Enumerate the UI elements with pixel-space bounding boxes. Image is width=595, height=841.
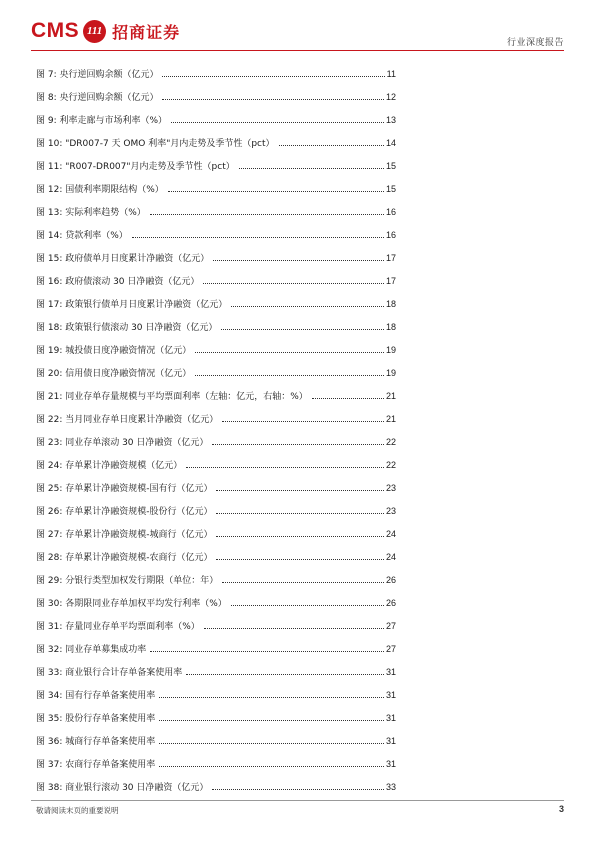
footer-disclaimer-note: 敬请阅读末页的重要说明 xyxy=(36,806,119,815)
toc-dot-leader xyxy=(212,444,384,445)
toc-entry[interactable] xyxy=(36,200,396,223)
toc-entry-title: 图 14: 贷款利率（%） xyxy=(36,228,130,241)
toc-entry-title: 图 37: 农商行存单备案使用率 xyxy=(36,757,157,770)
toc-dot-leader xyxy=(203,283,384,284)
toc-entry[interactable] xyxy=(36,246,396,269)
toc-entry-page: 33 xyxy=(385,781,396,792)
toc-entry-title: 图 15: 政府债单月日度累计净融资（亿元） xyxy=(36,251,211,264)
toc-entry-page: 17 xyxy=(385,275,396,286)
toc-entry[interactable] xyxy=(36,637,396,660)
toc-entry-title: 图 25: 存单累计净融资规模-国有行（亿元） xyxy=(36,481,214,494)
page-number: 3 xyxy=(558,804,564,814)
toc-entry-page: 22 xyxy=(385,459,396,470)
toc-entry-title: 图 32: 同业存单募集成功率 xyxy=(36,642,148,655)
toc-dot-leader xyxy=(221,329,384,330)
toc-entry-page: 15 xyxy=(385,183,396,194)
toc-entry-page: 15 xyxy=(385,160,396,171)
toc-entry-title: 图 29: 分银行类型加权发行期限（单位：年） xyxy=(36,573,220,586)
toc-entry[interactable] xyxy=(36,499,396,522)
toc-entry-title: 图 34: 国有行存单备案使用率 xyxy=(36,688,157,701)
toc-dot-leader xyxy=(186,674,384,675)
toc-entry-title: 图 9: 利率走廊与市场利率（%） xyxy=(36,113,169,126)
toc-entry-page: 23 xyxy=(385,482,396,493)
toc-dot-leader xyxy=(195,375,384,376)
toc-entry[interactable] xyxy=(36,85,396,108)
toc-entry[interactable] xyxy=(36,361,396,384)
toc-dot-leader xyxy=(159,697,384,698)
toc-dot-leader xyxy=(171,122,384,123)
report-type-label: 行业深度报告 xyxy=(506,38,564,48)
toc-entry[interactable] xyxy=(36,407,396,430)
toc-entry-title: 图 7: 央行逆回购余额（亿元） xyxy=(36,67,160,80)
toc-entry-title: 图 18: 政策银行债滚动 30 日净融资（亿元） xyxy=(36,320,219,333)
toc-entry-title: 图 36: 城商行存单备案使用率 xyxy=(36,734,157,747)
toc-dot-leader xyxy=(222,421,384,422)
toc-entry-title: 图 30: 各期限同业存单加权平均发行利率（%） xyxy=(36,596,229,609)
toc-entry-page: 19 xyxy=(385,367,396,378)
toc-entry[interactable] xyxy=(36,292,396,315)
toc-dot-leader xyxy=(231,605,384,606)
toc-dot-leader xyxy=(162,99,384,100)
toc-entry-page: 16 xyxy=(385,229,396,240)
cms-logo xyxy=(31,17,180,45)
figure-list xyxy=(36,62,396,798)
toc-entry[interactable] xyxy=(36,338,396,361)
toc-entry-page: 26 xyxy=(385,574,396,585)
toc-entry-page: 24 xyxy=(385,528,396,539)
toc-entry-page: 16 xyxy=(385,206,396,217)
toc-entry[interactable] xyxy=(36,177,396,200)
toc-dot-leader xyxy=(213,260,384,261)
toc-dot-leader xyxy=(195,352,384,353)
toc-entry[interactable] xyxy=(36,522,396,545)
toc-entry[interactable] xyxy=(36,223,396,246)
toc-dot-leader xyxy=(279,145,384,146)
logo-chinese-text: 招商证券 xyxy=(112,22,181,42)
toc-dot-leader xyxy=(150,214,384,215)
toc-dot-leader xyxy=(204,628,384,629)
toc-dot-leader xyxy=(216,536,384,537)
toc-entry-page: 22 xyxy=(385,436,396,447)
toc-entry-title: 图 23: 同业存单滚动 30 日净融资（亿元） xyxy=(36,435,210,448)
toc-entry-title: 图 13: 实际利率趋势（%） xyxy=(36,205,148,218)
toc-entry-page: 31 xyxy=(385,758,396,769)
toc-dot-leader xyxy=(216,559,384,560)
toc-entry-page: 14 xyxy=(385,137,396,148)
toc-entry[interactable] xyxy=(36,729,396,752)
toc-entry-page: 18 xyxy=(385,298,396,309)
toc-dot-leader xyxy=(132,237,384,238)
toc-entry-page: 31 xyxy=(385,666,396,677)
logo-badge-icon: 111 xyxy=(83,20,106,43)
toc-entry[interactable] xyxy=(36,568,396,591)
toc-dot-leader xyxy=(216,490,384,491)
toc-entry-title: 图 26: 存单累计净融资规模-股份行（亿元） xyxy=(36,504,214,517)
toc-entry-title: 图 19: 城投债日度净融资情况（亿元） xyxy=(36,343,193,356)
toc-entry[interactable] xyxy=(36,430,396,453)
toc-dot-leader xyxy=(231,306,384,307)
toc-entry[interactable] xyxy=(36,269,396,292)
toc-entry-title: 图 11: "R007-DR007"月内走势及季节性（pct） xyxy=(36,159,237,172)
toc-entry-title: 图 28: 存单累计净融资规模-农商行（亿元） xyxy=(36,550,214,563)
toc-entry[interactable] xyxy=(36,545,396,568)
toc-entry-page: 23 xyxy=(385,505,396,516)
toc-entry-title: 图 24: 存单累计净融资规模（亿元） xyxy=(36,458,184,471)
toc-entry-title: 图 31: 存量同业存单平均票面利率（%） xyxy=(36,619,202,632)
toc-entry[interactable] xyxy=(36,660,396,683)
toc-entry-title: 图 8: 央行逆回购余额（亿元） xyxy=(36,90,160,103)
toc-dot-leader xyxy=(212,789,384,790)
toc-entry-title: 图 27: 存单累计净融资规模-城商行（亿元） xyxy=(36,527,214,540)
toc-entry-title: 图 17: 政策银行债单月日度累计净融资（亿元） xyxy=(36,297,229,310)
toc-entry-page: 21 xyxy=(385,390,396,401)
toc-entry[interactable] xyxy=(36,315,396,338)
toc-entry-title: 图 21: 同业存单存量规模与平均票面利率（左轴：亿元，右轴：%） xyxy=(36,389,310,402)
footer-divider xyxy=(31,800,564,801)
toc-entry-title: 图 16: 政府债滚动 30 日净融资（亿元） xyxy=(36,274,201,287)
toc-entry[interactable] xyxy=(36,706,396,729)
toc-entry[interactable] xyxy=(36,683,396,706)
toc-entry[interactable] xyxy=(36,62,396,85)
toc-entry-title: 图 12: 国债利率期限结构（%） xyxy=(36,182,166,195)
toc-entry-page: 31 xyxy=(385,712,396,723)
page-header xyxy=(0,0,595,52)
toc-entry[interactable] xyxy=(36,131,396,154)
toc-dot-leader xyxy=(216,513,384,514)
toc-entry[interactable] xyxy=(36,108,396,131)
toc-entry-page: 24 xyxy=(385,551,396,562)
toc-dot-leader xyxy=(222,582,384,583)
toc-entry-page: 21 xyxy=(385,413,396,424)
toc-entry-title: 图 33: 商业银行合计存单备案使用率 xyxy=(36,665,184,678)
toc-entry[interactable] xyxy=(36,614,396,637)
toc-entry-title: 图 35: 股份行存单备案使用率 xyxy=(36,711,157,724)
toc-entry[interactable] xyxy=(36,476,396,499)
toc-dot-leader xyxy=(159,766,384,767)
toc-dot-leader xyxy=(162,76,384,77)
toc-dot-leader xyxy=(186,467,384,468)
toc-entry-title: 图 38: 商业银行滚动 30 日净融资（亿元） xyxy=(36,780,210,793)
toc-entry-page: 18 xyxy=(385,321,396,332)
toc-entry[interactable] xyxy=(36,752,396,775)
toc-dot-leader xyxy=(159,720,384,721)
toc-entry-page: 27 xyxy=(385,620,396,631)
toc-entry[interactable] xyxy=(36,591,396,614)
toc-entry-page: 31 xyxy=(385,735,396,746)
toc-entry[interactable] xyxy=(36,384,396,407)
toc-entry[interactable] xyxy=(36,453,396,476)
toc-dot-leader xyxy=(312,398,384,399)
toc-entry-title: 图 22: 当月同业存单日度累计净融资（亿元） xyxy=(36,412,220,425)
toc-entry-page: 13 xyxy=(385,114,396,125)
toc-dot-leader xyxy=(159,743,384,744)
toc-entry-page: 11 xyxy=(386,68,396,79)
toc-entry-page: 17 xyxy=(385,252,396,263)
toc-entry-title: 图 10: "DR007-7 天 OMO 利率"月内走势及季节性（pct） xyxy=(36,136,277,149)
toc-entry-page: 31 xyxy=(385,689,396,700)
toc-dot-leader xyxy=(168,191,384,192)
toc-entry-page: 12 xyxy=(385,91,396,102)
toc-entry[interactable] xyxy=(36,775,396,798)
toc-entry-title: 图 20: 信用债日度净融资情况（亿元） xyxy=(36,366,193,379)
header-divider xyxy=(31,50,564,51)
toc-entry-page: 27 xyxy=(385,643,396,654)
toc-entry-page: 19 xyxy=(385,344,396,355)
logo-latin-text: CMS xyxy=(31,19,80,42)
toc-entry[interactable] xyxy=(36,154,396,177)
toc-dot-leader xyxy=(150,651,384,652)
toc-dot-leader xyxy=(239,168,384,169)
toc-entry-page: 26 xyxy=(385,597,396,608)
